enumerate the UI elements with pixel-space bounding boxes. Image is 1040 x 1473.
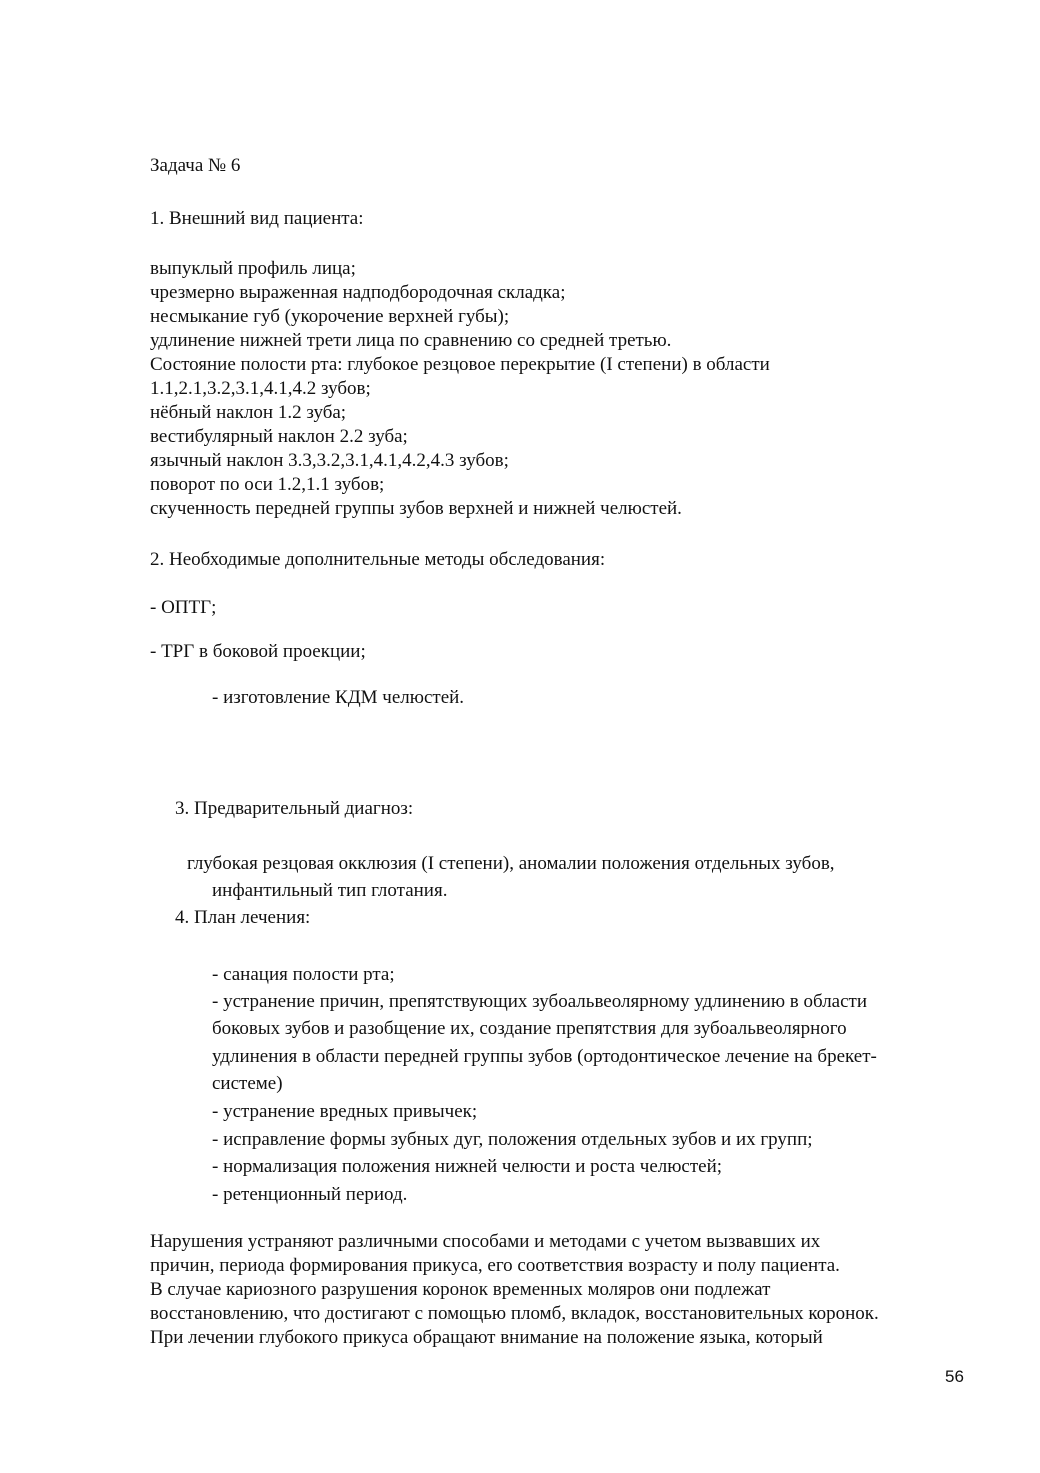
section3-line: инфантильный тип глотания. <box>212 880 448 901</box>
section4-heading: 4. План лечения: <box>175 907 311 928</box>
section4-line: - ретенционный период. <box>212 1184 408 1205</box>
section2-item: - изготовление КДМ челюстей. <box>212 687 465 708</box>
section2-heading: 2. Необходимые дополнительные методы обследования: <box>150 549 606 570</box>
closing-line: восстановлению, что достигают с помощью пломб, вкладок, восстановительных коронок. <box>150 1303 879 1324</box>
section1-heading: 1. Внешний вид пациента: <box>150 208 364 229</box>
section4-line: - нормализация положения нижней челюсти и роста челюстей; <box>212 1156 723 1177</box>
section1-line: чрезмерно выраженная надподбородочная складка; <box>150 282 566 303</box>
closing-line: Нарушения устраняют различными способами и методами с учетом вызвавших их <box>150 1231 821 1252</box>
section1-line: выпуклый профиль лица; <box>150 258 356 279</box>
section4-line: - санация полости рта; <box>212 964 395 985</box>
closing-line: В случае кариозного разрушения коронок временных моляров они подлежат <box>150 1279 771 1300</box>
section1-line: язычный наклон 3.3,3.2,3.1,4.1,4.2,4.3 зубов; <box>150 450 509 471</box>
section1-line: поворот по оси 1.2,1.1 зубов; <box>150 474 385 495</box>
section3-heading: 3. Предварительный диагноз: <box>175 798 414 819</box>
section1-line: вестибулярный наклон 2.2 зуба; <box>150 426 408 447</box>
section1-line: Состояние полости рта: глубокое резцовое перекрытие (I степени) в области <box>150 354 770 375</box>
section4-line: - устранение вредных привычек; <box>212 1101 478 1122</box>
closing-line: При лечении глубокого прикуса обращают внимание на положение языка, который <box>150 1327 823 1348</box>
section4-line: - устранение причин, препятствующих зубоальвеолярному удлинению в области <box>212 991 868 1012</box>
section4-line: удлинения в области передней группы зубов (ортодонтическое лечение на брекет- <box>212 1046 877 1067</box>
section1-line: удлинение нижней трети лица по сравнению со средней третью. <box>150 330 672 351</box>
section1-line: 1.1,2.1,3.2,3.1,4.1,4.2 зубов; <box>150 378 371 399</box>
section2-item: - ТРГ в боковой проекции; <box>150 641 366 662</box>
task-title: Задача № 6 <box>150 155 241 176</box>
section1-line: нёбный наклон 1.2 зуба; <box>150 402 347 423</box>
closing-line: причин, периода формирования прикуса, его соответствия возрасту и полу пациента. <box>150 1255 840 1276</box>
section2-item: - ОПТГ; <box>150 597 217 618</box>
page-number: 56 <box>945 1367 964 1386</box>
section4-line: системе) <box>212 1073 283 1094</box>
section4-line: боковых зубов и разобщение их, создание препятствия для зубоальвеолярного <box>212 1018 847 1039</box>
section3-line: глубокая резцовая окклюзия (I степени), аномалии положения отдельных зубов, <box>187 853 835 874</box>
section1-line: скученность передней группы зубов верхней и нижней челюстей. <box>150 498 682 519</box>
section4-line: - исправление формы зубных дуг, положения отдельных зубов и их групп; <box>212 1129 813 1150</box>
section1-line: несмыкание губ (укорочение верхней губы); <box>150 306 510 327</box>
